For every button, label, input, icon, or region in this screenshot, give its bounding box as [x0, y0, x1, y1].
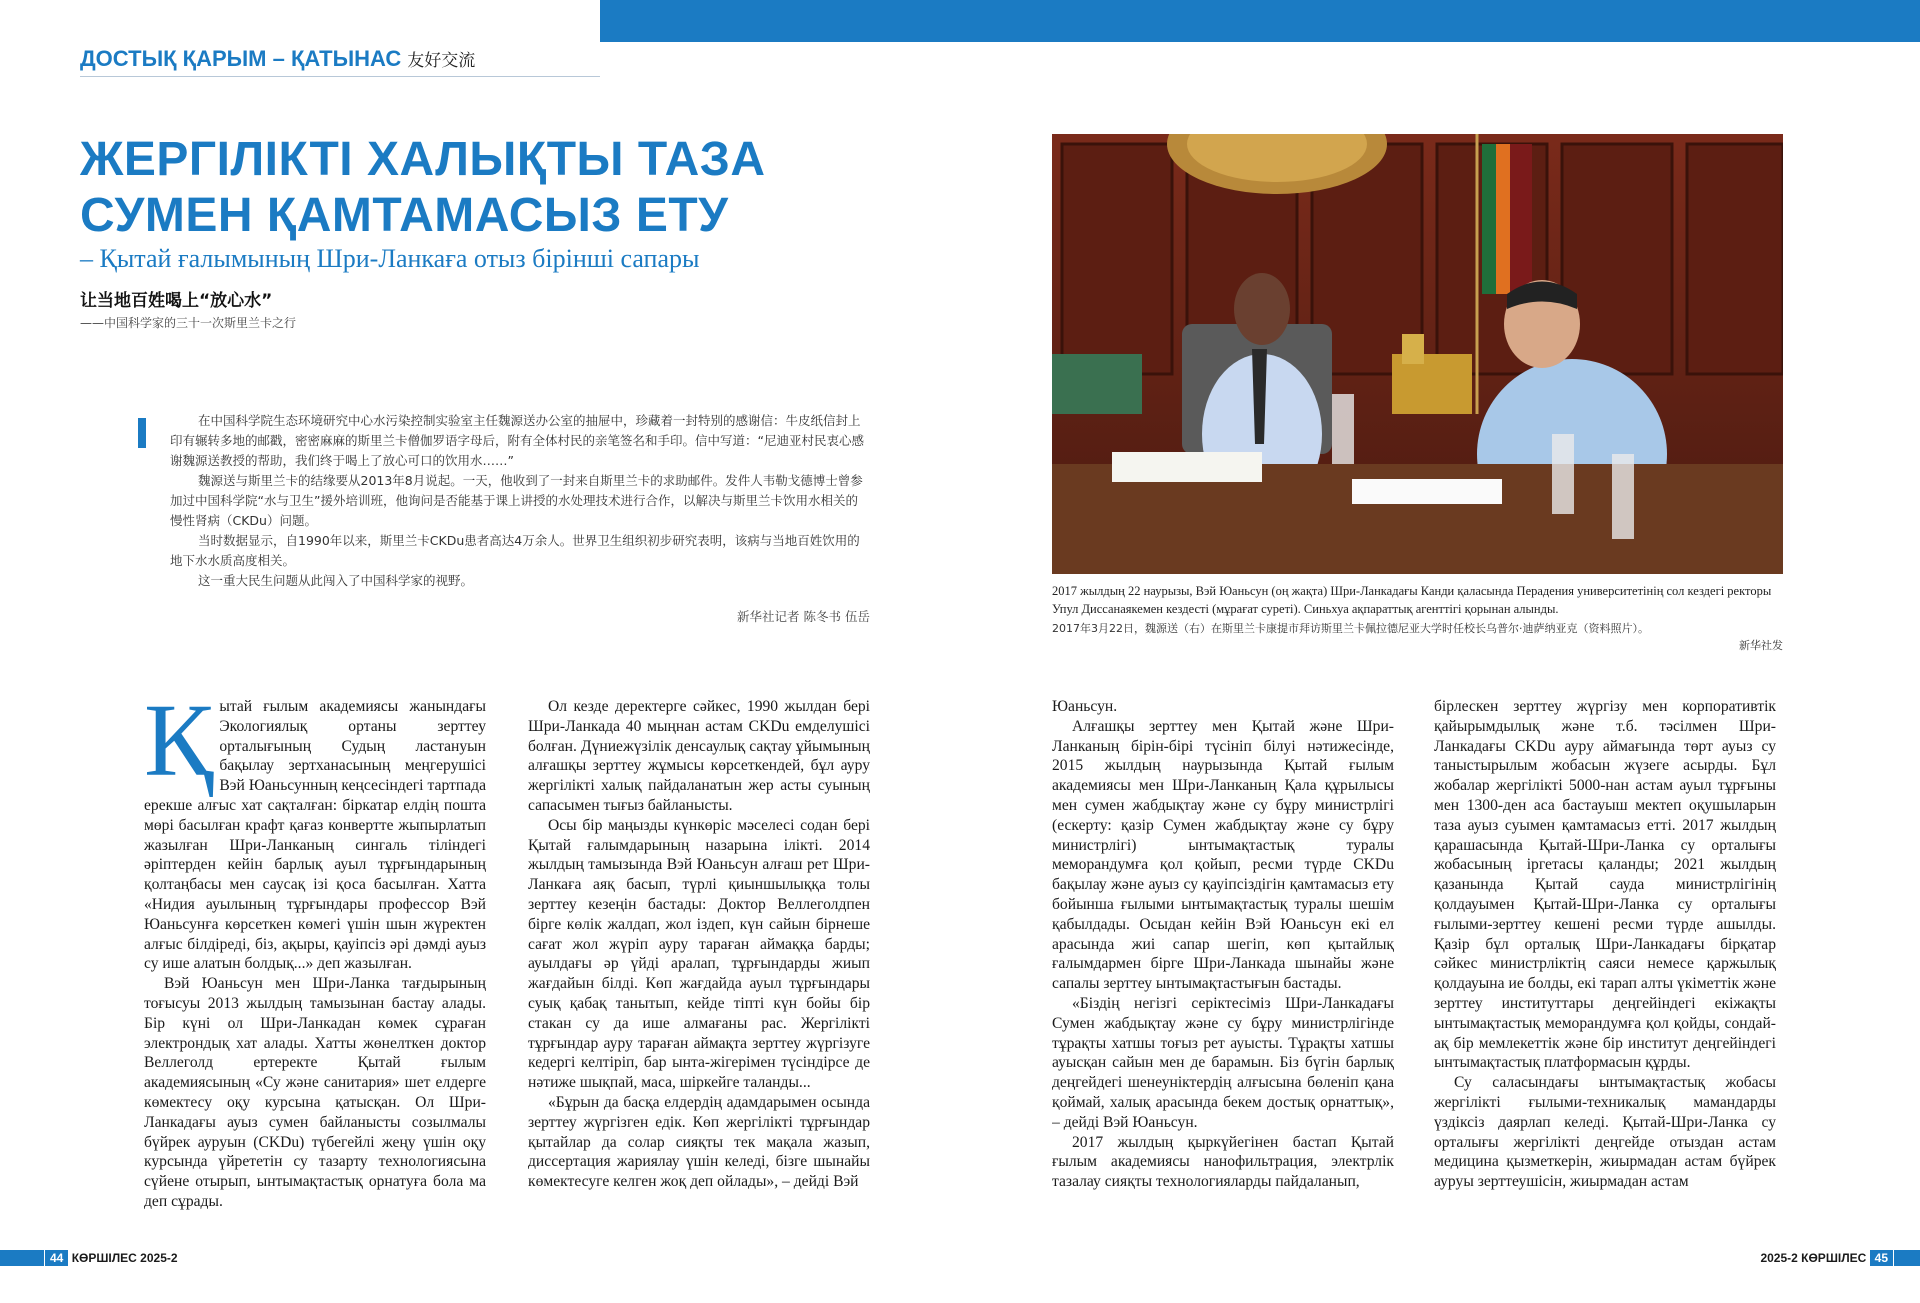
meeting-photo — [1052, 134, 1783, 574]
footer-magazine-left: КӨРШІЛЕС 2025-2 — [71, 1251, 178, 1265]
footer-bar-right — [1894, 1250, 1920, 1266]
article-subtitle: – Қытай ғалымының Шри-Ланкаға отыз бірінші сапары — [80, 244, 700, 273]
body-paragraph: «Бұрын да басқа елдердің адамдарымен осында зерттеу жүргізген едік. Көп жергілікті тұрғындар қытайлар да солар сияқты тек мақала жазып, диссертация жариялау үшін келеді, бізге шынайы көмектесуге келген жоқ деп ойлады», – дейді Вэй — [528, 1093, 870, 1191]
body-paragraph: Юаньсун. — [1052, 698, 1118, 715]
photo-credit-cn: 新华社发 — [1739, 639, 1783, 652]
photo-caption-cn: 2017年3月22日，魏源送（右）在斯里兰卡康提市拜访斯里兰卡佩拉德尼亚大学时任校长乌普尔·迪萨纳亚克（资料照片）。 — [1052, 622, 1649, 635]
paragraph-text: ытай ғылым академиясы жанындағы Экологиялық ортаны зерттеу орталығының Судың ластануын бақылау зертханасының меңгерушісі Вэй Юаньсунның кеңсесіндегі тартпада ерекше алғыс хат сақталған: біркатар елдің пошта мөрі басылған крафт қағаз конвертте жыпырлатып жазылған Шри-Ланканың сингаль тіліндегі әріптерден кейін барлық ауыл тұрғындарының қолтаңбасы мен саусақ ізі қоса басылған. Хатта «Нидия ауылының тұрғындары профессор Вэй Юаньсунға көрсеткен көмегі үшін шын жүректен алғыс білдіреді, біз, ақыры, қауіпсіз әрі дәмді ауыз су ише алатын болдық...» деп жазылған. — [144, 698, 486, 973]
byline-cn: 新华社记者 陈冬书 伍岳 — [737, 609, 870, 624]
body-column-2 — [528, 697, 870, 1237]
intro-paragraph: 在中国科学院生态环境研究中心水污染控制实验室主任魏源送办公室的抽屉中，珍藏着一封特别的感谢信：牛皮纸信封上印有辗转多地的邮戳，密密麻麻的斯里兰卡僧伽罗语字母后，附有全体村民的亲笔签名和手印。信中写道：“尼迪亚村民衷心感谢魏源送教授的帮助，我们终于喝上了放心可口的饮用水……” — [170, 413, 864, 468]
body-paragraph — [144, 697, 486, 974]
footer-bar-left — [0, 1250, 44, 1266]
intro-cn — [170, 411, 870, 624]
article-title: ЖЕРГІЛІКТІ ХАЛЫҚТЫ ТАЗА СУМЕН ҚАМТАМАСЫЗ ЕТУ — [80, 133, 766, 242]
intro-paragraph: 魏源送与斯里兰卡的结缘要从2013年8月说起。一天，他收到了一封来自斯里兰卡的求助邮件。发件人韦勒戈德博士曾参加过中国科学院“水与卫生”援外培训班，他询问是否能基于课上讲授的水处理技术进行合作，以解决与斯里兰卡饮用水相关的慢性肾病（CKDu）问题。 — [170, 473, 863, 528]
section-divider — [80, 76, 600, 77]
section-label-kz: ДОСТЫҚ ҚАРЫМ – ҚАТЫНАС — [80, 46, 402, 71]
body-column-4 — [1434, 697, 1776, 1237]
page-number-left: 44 — [45, 1250, 68, 1266]
body-paragraph: бірлескен зерттеу жүргізу мен корпоративтік қайырымдылық және т.б. тәсілмен Шри-Ланкадағы CKDu ауру аймағында төрт ауыз су таныстырылым жобасын жүзеге асырды. Бұл жобалар жергілікті 5000-нан астам ауыл тұрғыны мен 1300-ден аса бастауыш мектеп оқушыларын таза ауыз суымен қамтамасыз етті. 2017 жылдың қарашасында Қытай-Шри-Ланка су орталығы жобасының іргетасы қаланды; 2021 жылдың қазанында Қытай сауда министрлігінің қолдауымен Қытай-Шри-Ланка су орталығы ғылыми-зерттеу кешені ресми түрде ашылды. Қазір бұл орталық Шри-Ланкадағы бірқатар сәйкес министрліктің саяси немесе қаржылық қолдауына ие болды, екі тарап алты үкіметтік және зерттеу институттары деңгейіндегі екіжақты ынтымақтастық меморандумға қол қойды, сондай-ақ бір мемлекеттік және бір институт деңгейіндегі ынтымақтастық платформасын құрды. — [1434, 698, 1776, 1072]
footer-magazine-right: 2025-2 КӨРШІЛЕС — [1760, 1251, 1867, 1265]
body-paragraph: Су саласындағы ынтымақтастық жобасы жергілікті ғылыми-техникалық мамандарды үздіксіз даярлап келеді. Қытай-Шри-Ланка су орталығы жергілікті деңгейде отыздан астам медицина қызметкерін, жиырмадан астам бүйрек ауруы зерттеушісін, жиырмадан астам — [1434, 1074, 1776, 1191]
section-label-cn: 友好交流 — [407, 51, 476, 70]
section-label — [80, 46, 475, 72]
intro-paragraph: 当时数据显示，自1990年以来，斯里兰卡CKDu患者高达4万余人。世界卫生组织初步研究表明，该病与当地百姓饮用的地下水水质高度相关。 — [170, 533, 860, 568]
footer-right — [1760, 1250, 1893, 1266]
body-paragraph: Алғашқы зерттеу мен Қытай және Шри-Ланканың бірін-бірі түсініп білуі нәтижесінде, 2015 жылдың наурызында Қытай ғылым академиясы мен Шри-Ланканың Қала құрылысы мен сумен жабдықтау және су бұру министрлігі (ескерту: қазір Сумен жабдықтау және су бұру министрлігі) ынтымақтастық туралы меморандумға қол қойып, ресми түрде CKDu бақылау және ауыз су қауіпсіздігін қамтамасыз ету бойынша ғылыми ынтымақтастық туралы шешім қабылдады. Осыдан кейін Вэй Юаньсун екі ел арасында жиі сапар шегіп, көп қытайлық ғалымдармен бірге Шри-Ланкада шынайы және сапалы зерттеу ынтымақтастығын бастады. — [1052, 717, 1394, 993]
photo-caption: 2017 жылдың 22 наурызы, Вэй Юаньсун (оң жақта) Шри-Ланкадағы Канди қаласында Перадения университетінің сол кездегі ректоры Упул Диссанаякемен кездесті (мұрағат суреті). Синьхуа ақпараттық агенттігі қорынан алынды. — [1052, 584, 1772, 616]
intro-paragraph: 这一重大民生问题从此闯入了中国科学家的视野。 — [198, 573, 474, 588]
drop-cap: Қ — [144, 697, 214, 798]
body-paragraph: Вэй Юаньсун мен Шри-Ланка тағдырының тоғысуы 2013 жылдың тамызынан бастау алады. Бір күні ол Шри-Ланкадан көмек сұраған электрондық хат алады. Хатты жөнелткен доктор Веллеголд ертеректе Қытай ғылым академиясының «Су және санитария» шет елдерге көмектесу оқу курсына қатысқан. Ол Шри-Ланкадағы ауыз сумен байланысты созылмалы бүйрек ауруын (CKDu) түбегейлі жеңу үшін оқу курсында үйрететін су тазарту технологиясына сүйене отырып, ынтымақтастық орнатуға бола ма деп сұрады. — [144, 975, 486, 1210]
intro-marker — [138, 418, 146, 448]
page-number-right: 45 — [1870, 1250, 1893, 1266]
body-paragraph: «Біздің негізгі серіктесіміз Шри-Ланкадағы Сумен жабдықтау және су бұру министрлігінде тұрақты хатшы тоғыз рет ауысты. Тұрақты хатшы ауысқан сайын мен де барамын. Біз бүгін барлық деңгейдегі шенеуніктердің алғысына бөленіп қана қоймай, халық арасында бекем достық орнаттық», – дейді Вэй Юаньсун. — [1052, 994, 1394, 1131]
body-paragraph: Осы бір маңызды күнкөріс мәселесі содан бері Қытай ғалымдарының назарына ілікті. 2014 жылдың тамызында Вэй Юаньсун алғаш рет Шри-Ланкаға аяқ басып, түрлі қиыншылыққа толы зерттеу кезеңін бастады: Доктор Веллеголдпен бірге көлік жалдап, жол іздеп, күн сайын бірнеше сағат жол жүріп ауру тараған аймаққа барды; ауылдағы әр үйді аралап, тұрғындарды жиып жағдайын білді. Көп жағдайда ауыл тұрғындары суық қабақ танытып, кейде тіпті күн бойы бір стакан су да ише алмағаны рас. Жергілікті тұрғындар ауру тараған аймақта зерттеу жүргізуге кедергі келтіріп, бар ынта-жігерімен түсіндірсе де нәтиже шықпай, маса, шіркейге таланды... — [528, 816, 870, 1092]
body-column-1 — [144, 697, 486, 1237]
article-title-cn: 让当地百姓喝上“放心水” — [80, 291, 273, 311]
article-subtitle-cn: ——中国科学家的三十一次斯里兰卡之行 — [80, 316, 297, 330]
footer-left — [45, 1250, 178, 1266]
meeting-photo-illustration — [1052, 134, 1783, 574]
header-color-bar — [600, 0, 1920, 42]
body-paragraph: 2017 жылдың қыркүйегінен бастап Қытай ғылым академиясы нанофильтрация, электрлік тазалау сияқты технологияларды пайдаланып, — [1052, 1133, 1394, 1191]
body-paragraph: Ол кезде деректерге сәйкес, 1990 жылдан бері Шри-Ланкада 40 мыңнан астам CKDu емделушісі болған. Дүниежүзілік денсаулық сақтау ұйымының алғашқы зерттеу жұмысы көрсеткендей, бұл ауру жергілікті халық пайдаланатын жер асты суының сапасымен тығыз байланысты. — [528, 698, 870, 814]
body-column-3 — [1052, 697, 1394, 1237]
